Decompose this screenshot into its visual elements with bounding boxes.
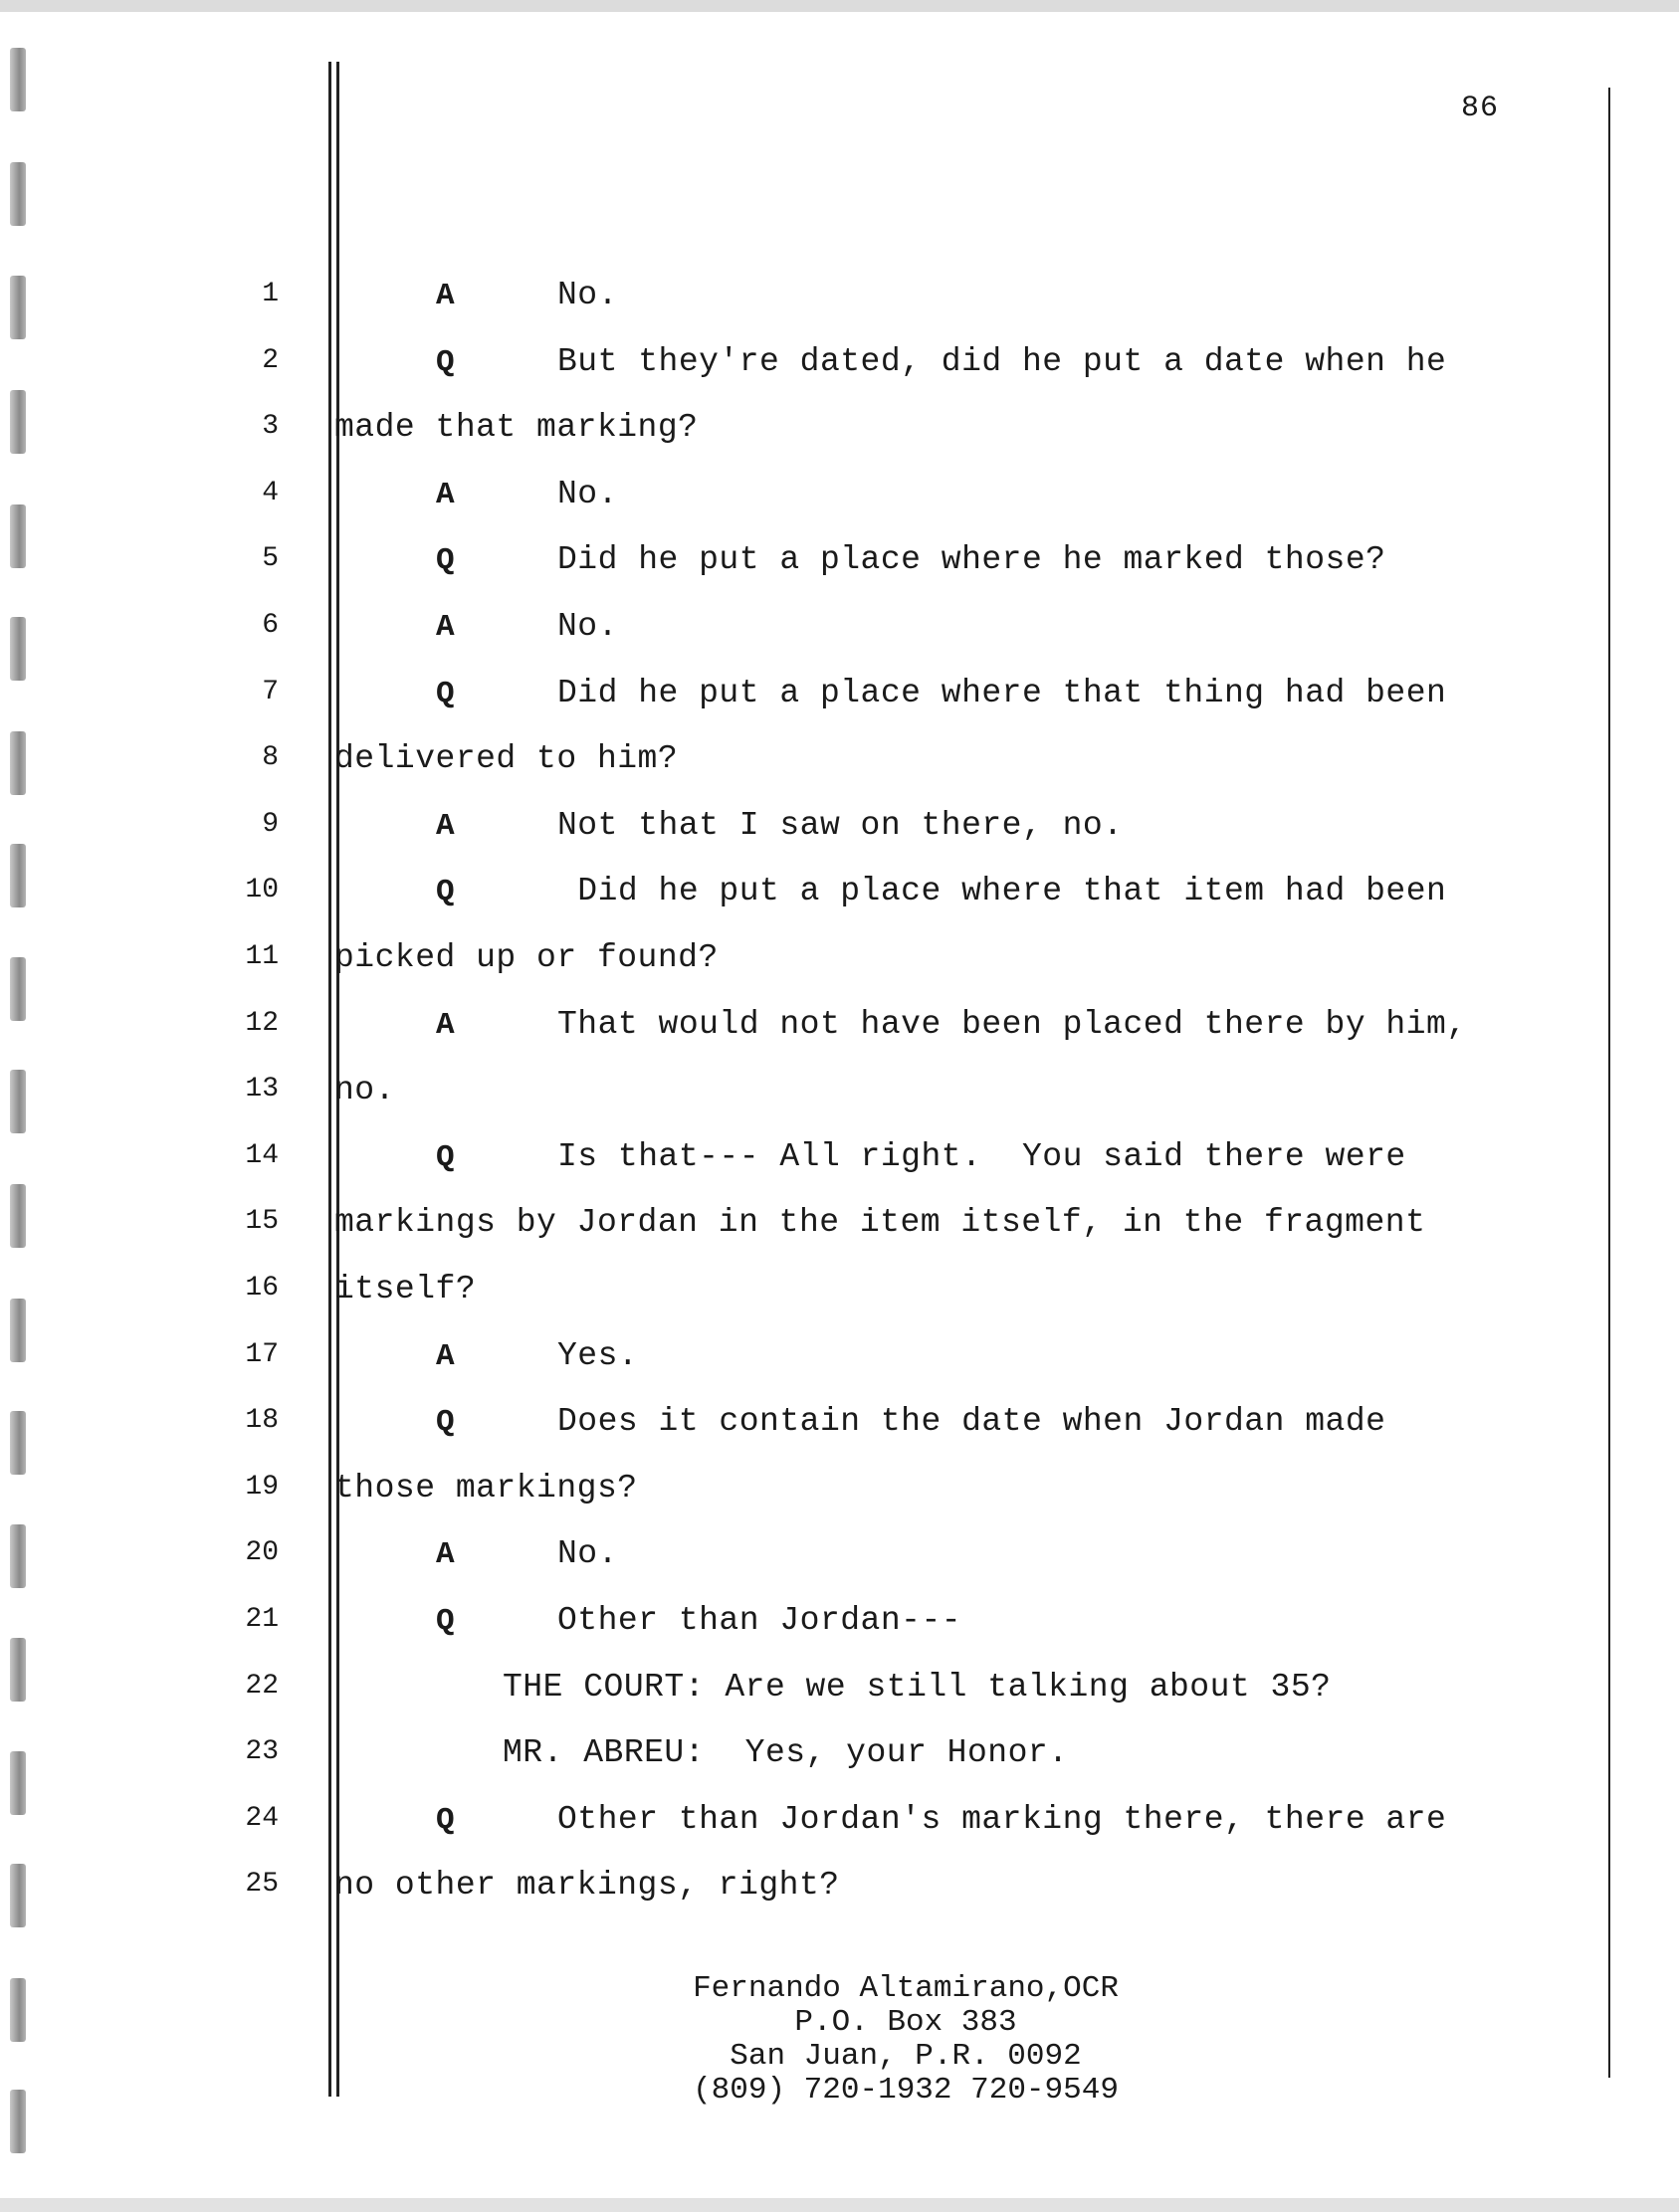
speaker-marker: Q bbox=[436, 1405, 455, 1440]
speaker-marker: Q bbox=[436, 875, 455, 909]
line-number: 16 bbox=[245, 1273, 279, 1304]
speaker-marker: A bbox=[436, 809, 455, 844]
line-number: 20 bbox=[245, 1537, 279, 1568]
binder-hole bbox=[10, 1978, 26, 2042]
speaker-marker: A bbox=[436, 478, 455, 512]
speaker-marker: Q bbox=[436, 677, 455, 711]
line-number: 12 bbox=[245, 1008, 279, 1039]
transcript-line: No. bbox=[557, 608, 618, 645]
line-number: 17 bbox=[245, 1339, 279, 1370]
speaker-marker: A bbox=[436, 1008, 455, 1043]
reporter-city: San Juan, P.R. 0092 bbox=[730, 2039, 1082, 2074]
transcript-line: THE COURT: Are we still talking about 35? bbox=[503, 1669, 1332, 1706]
line-number: 11 bbox=[245, 941, 279, 972]
transcript-line: delivered to him? bbox=[334, 740, 679, 777]
transcript-line: Other than Jordan's marking there, there are bbox=[557, 1801, 1447, 1838]
line-number: 8 bbox=[262, 742, 279, 773]
line-number: 2 bbox=[262, 345, 279, 376]
transcript-line: But they're dated, did he put a date when he bbox=[557, 343, 1447, 380]
binder-hole bbox=[10, 844, 26, 907]
transcript-line: That would not have been placed there by him, bbox=[557, 1006, 1467, 1043]
binder-hole bbox=[10, 1524, 26, 1588]
speaker-marker: Q bbox=[436, 543, 455, 578]
line-number: 4 bbox=[262, 478, 279, 508]
transcript-line: MR. ABREU: Yes, your Honor. bbox=[503, 1734, 1069, 1771]
line-number: 14 bbox=[245, 1140, 279, 1171]
transcript-line: Yes. bbox=[557, 1337, 639, 1374]
reporter-phone: (809) 720-1932 720-9549 bbox=[693, 2073, 1119, 2108]
speaker-marker: Q bbox=[436, 1803, 455, 1838]
line-number: 25 bbox=[245, 1869, 279, 1900]
binder-hole bbox=[10, 731, 26, 795]
binder-hole bbox=[10, 1864, 26, 1927]
line-number: 13 bbox=[245, 1074, 279, 1105]
transcript-line: Did he put a place where he marked those? bbox=[557, 541, 1386, 578]
binder-hole bbox=[10, 1411, 26, 1475]
speaker-marker: Q bbox=[436, 345, 455, 380]
binder-hole bbox=[10, 1070, 26, 1133]
speaker-marker: A bbox=[436, 610, 455, 645]
line-number: 23 bbox=[245, 1736, 279, 1767]
reporter-footer bbox=[597, 1972, 1214, 2108]
left-margin-rule-outer bbox=[328, 62, 331, 2097]
speaker-marker: A bbox=[436, 1537, 455, 1572]
transcript-line: No. bbox=[557, 476, 618, 512]
line-number: 22 bbox=[245, 1671, 279, 1702]
line-number: 21 bbox=[245, 1604, 279, 1635]
transcript-line: Is that--- All right. You said there were bbox=[557, 1138, 1406, 1175]
transcript-line: picked up or found? bbox=[334, 939, 719, 976]
transcript-line: Did he put a place where that thing had been bbox=[557, 675, 1447, 711]
reporter-box: P.O. Box 383 bbox=[794, 2005, 1017, 2040]
binder-hole bbox=[10, 162, 26, 226]
transcript-line: No. bbox=[557, 1535, 618, 1572]
transcript-line: No. bbox=[557, 277, 618, 313]
binder-hole bbox=[10, 1751, 26, 1815]
transcript-line: Not that I saw on there, no. bbox=[557, 807, 1124, 844]
page-bottom-edge bbox=[0, 2198, 1679, 2212]
binder-hole bbox=[10, 1299, 26, 1362]
transcript-line: no. bbox=[334, 1072, 395, 1108]
transcript-line: made that marking? bbox=[334, 409, 699, 446]
transcript-line: no other markings, right? bbox=[334, 1867, 840, 1904]
page-top-edge bbox=[0, 0, 1679, 12]
transcript-line: Did he put a place where that item had been bbox=[557, 873, 1447, 909]
speaker-marker: Q bbox=[436, 1604, 455, 1639]
line-number: 5 bbox=[262, 543, 279, 574]
transcript-line: those markings? bbox=[334, 1470, 638, 1507]
transcript-line: markings by Jordan in the item itself, in the fragment bbox=[334, 1204, 1426, 1241]
binder-hole bbox=[10, 276, 26, 339]
binder-hole bbox=[10, 1184, 26, 1248]
binder-hole bbox=[10, 617, 26, 681]
speaker-marker: Q bbox=[436, 1140, 455, 1175]
line-number: 3 bbox=[262, 411, 279, 442]
line-number: 7 bbox=[262, 677, 279, 707]
binder-hole bbox=[10, 1638, 26, 1702]
transcript-line: Other than Jordan--- bbox=[557, 1602, 962, 1639]
right-margin-rule bbox=[1608, 88, 1610, 2078]
transcript-line: itself? bbox=[334, 1271, 477, 1307]
binder-hole bbox=[10, 504, 26, 568]
speaker-marker: A bbox=[436, 279, 455, 313]
line-number: 1 bbox=[262, 279, 279, 309]
binder-hole bbox=[10, 390, 26, 454]
line-number: 18 bbox=[245, 1405, 279, 1436]
line-number: 15 bbox=[245, 1206, 279, 1237]
binder-hole bbox=[10, 48, 26, 111]
binder-hole bbox=[10, 957, 26, 1021]
line-number: 9 bbox=[262, 809, 279, 840]
line-number: 24 bbox=[245, 1803, 279, 1834]
transcript-line: Does it contain the date when Jordan made bbox=[557, 1403, 1386, 1440]
speaker-marker: A bbox=[436, 1339, 455, 1374]
page-number: 86 bbox=[1461, 92, 1500, 125]
line-number: 6 bbox=[262, 610, 279, 641]
line-number: 10 bbox=[245, 875, 279, 905]
reporter-name: Fernando Altamirano,OCR bbox=[693, 1971, 1119, 2006]
line-number: 19 bbox=[245, 1472, 279, 1503]
binder-hole bbox=[10, 2090, 26, 2153]
